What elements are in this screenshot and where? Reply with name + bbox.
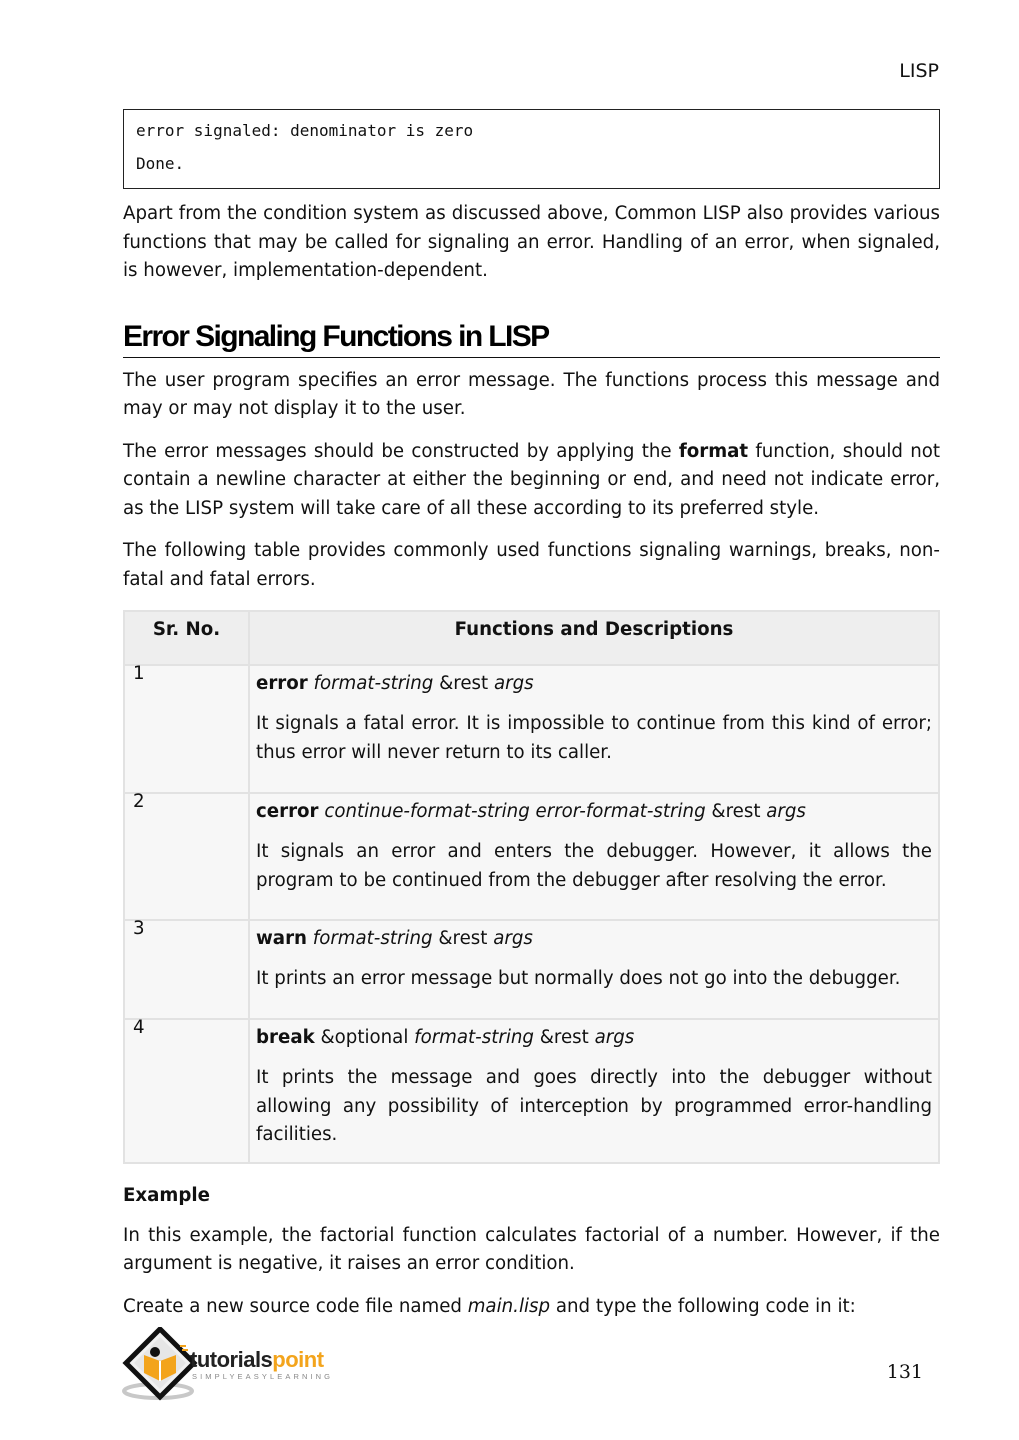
text-run: &rest xyxy=(433,673,494,694)
function-description: It signals a fatal error. It is impossible to continue from this kind of error; thus error will never return to its caller. xyxy=(256,713,932,763)
intro-paragraph: Apart from the condition system as discussed above, Common LISP also provides various functions that may be called for signaling an error. Handling of an error, when signaled, is however, implementation-dependent. xyxy=(123,203,940,281)
text-run: function, should not contain a newline character at either the beginning or end, and need not indicate error, as the LISP system will take care of all these according to its preferred style. xyxy=(123,440,940,519)
tutorialspoint-logo xyxy=(122,1327,372,1402)
table-header-row xyxy=(124,611,939,665)
function-name: break xyxy=(256,1027,315,1048)
paragraph: The user program specifies an error message. The functions process this message and may or may not display it to the user. xyxy=(123,369,940,419)
example-heading: Example xyxy=(123,1184,210,1206)
text-run: The error messages should be constructed by applying the xyxy=(123,440,679,462)
logo-word-tutorials: tutorials xyxy=(190,1347,273,1372)
table-row xyxy=(124,920,939,1019)
function-name: cerror xyxy=(256,801,319,822)
function-signature xyxy=(256,927,932,951)
logo-wordmark xyxy=(190,1347,324,1373)
functions-table xyxy=(123,610,940,1164)
row-number xyxy=(124,920,249,1019)
code-line: Done. xyxy=(136,154,185,173)
param: format-string xyxy=(414,1027,534,1048)
row-number-text: 1 xyxy=(133,663,145,684)
paragraph: In this example, the factorial function calculates factorial of a number. However, if the argument is negative, it raises an error condition. xyxy=(123,1224,940,1274)
logo-tagline: SIMPLYEASYLEARNING xyxy=(192,1372,334,1381)
param: format-string xyxy=(313,673,434,694)
text-run: &optional xyxy=(314,1027,415,1048)
table-row xyxy=(124,1019,939,1163)
param: format-string xyxy=(312,928,433,949)
row-description xyxy=(249,793,939,920)
row-description xyxy=(249,920,939,1019)
text-run: &rest xyxy=(705,801,767,822)
function-signature xyxy=(256,1026,932,1050)
logo-word-point: point xyxy=(272,1347,324,1372)
filename: main.lisp xyxy=(467,1295,551,1317)
param: args xyxy=(493,928,533,949)
table-row xyxy=(124,665,939,793)
row-number-text: 2 xyxy=(133,791,145,812)
code-line: error signaled: denominator is zero xyxy=(136,121,474,140)
function-signature xyxy=(256,800,932,824)
paragraph xyxy=(123,1293,940,1322)
running-header: LISP xyxy=(899,60,939,82)
function-description: It prints the message and goes directly into the debugger without allowing any possibility of interception by programmed error-handling facilities. xyxy=(256,1067,932,1145)
code-output-box xyxy=(123,109,940,189)
row-number xyxy=(124,793,249,920)
param: args xyxy=(594,1027,635,1048)
function-description: It prints an error message but normally does not go into the debugger. xyxy=(256,968,901,989)
row-number-text: 3 xyxy=(133,918,145,939)
row-number xyxy=(124,665,249,793)
function-description: It signals an error and enters the debugger. However, it allows the program to be continued from the debugger after resolving the error. xyxy=(256,841,932,891)
param: args xyxy=(766,801,806,822)
param: args xyxy=(493,673,534,694)
paragraph xyxy=(123,438,940,524)
text-run: and type the following code in it: xyxy=(550,1295,856,1317)
format-keyword: format xyxy=(678,440,749,462)
param: continue-format-string error-format-string xyxy=(324,801,706,822)
text-run: &rest xyxy=(432,928,494,949)
function-signature xyxy=(256,672,932,696)
text-run: &rest xyxy=(533,1027,595,1048)
text-run: Create a new source code file named xyxy=(123,1295,468,1317)
function-name: error xyxy=(256,673,308,694)
paragraph: The following table provides commonly used functions signaling warnings, breaks, non-fatal and fatal errors. xyxy=(123,540,940,590)
section-heading: Error Signaling Functions in LISP xyxy=(123,320,940,358)
function-name: warn xyxy=(256,928,307,949)
row-number xyxy=(124,1019,249,1163)
page-content xyxy=(123,109,940,1321)
row-description xyxy=(249,665,939,793)
row-number-text: 4 xyxy=(133,1017,145,1038)
table-row xyxy=(124,793,939,920)
header-sr-no: Sr. No. xyxy=(124,611,249,665)
page-number: 131 xyxy=(886,1361,923,1383)
row-description xyxy=(249,1019,939,1163)
header-functions: Functions and Descriptions xyxy=(249,611,939,665)
